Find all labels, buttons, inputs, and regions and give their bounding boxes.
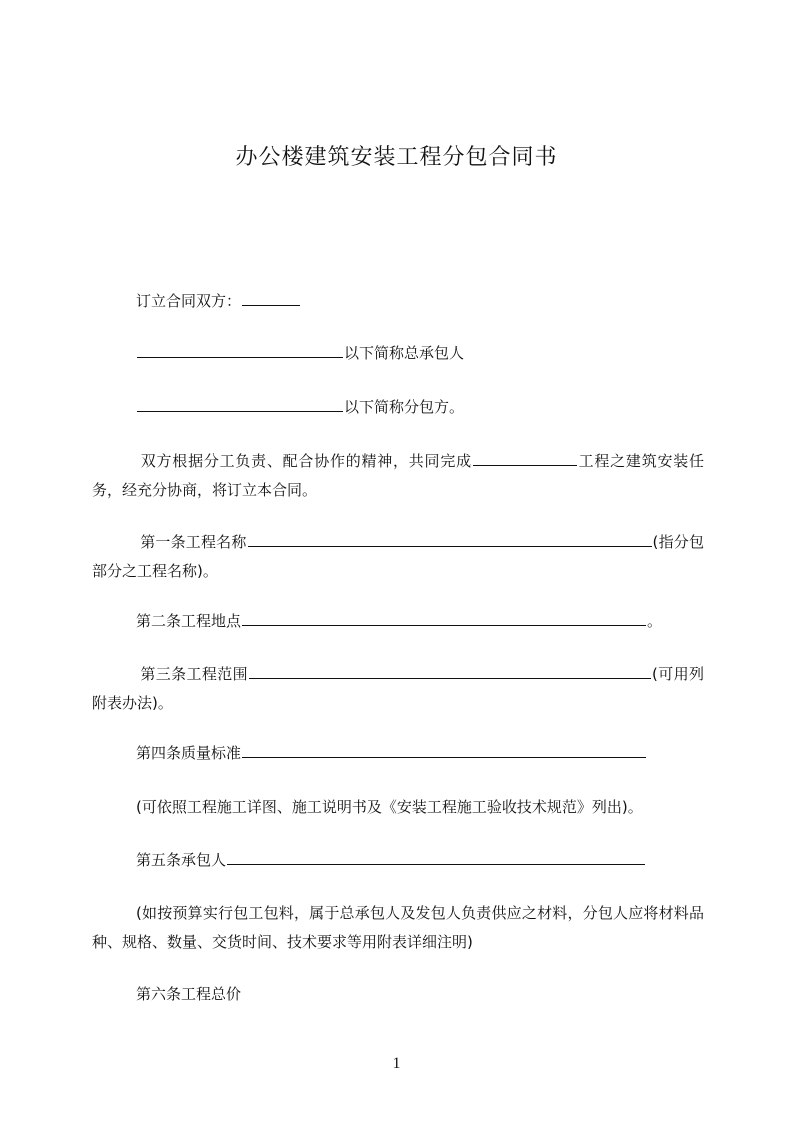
article-4-note-line [92, 793, 704, 822]
general-contractor-blank[interactable] [137, 343, 343, 358]
article-6-label: 第六条工程总价 [136, 985, 242, 1003]
parties-label: 订立合同双方： [136, 292, 242, 310]
article-3-label: 第三条工程范围 [140, 665, 249, 683]
parties-line [92, 287, 704, 316]
project-name-blank[interactable] [473, 451, 577, 466]
article-5-note-paragraph [92, 899, 704, 957]
subcontractor-blank[interactable] [137, 397, 343, 412]
article-5-blank[interactable] [227, 850, 645, 865]
article-2-blank[interactable] [242, 611, 646, 626]
article-1 [92, 528, 704, 586]
article-3-blank[interactable] [249, 664, 651, 679]
article-1-note: (指分包部分之工程名称)。 [92, 533, 704, 580]
article-2-end: 。 [647, 612, 663, 630]
article-2-label: 第二条工程地点 [136, 612, 242, 630]
subcontractor-line [92, 393, 704, 422]
page-number: 1 [392, 1055, 401, 1072]
article-2 [92, 607, 704, 636]
article-5-label: 第五条承包人 [136, 851, 227, 869]
document-title: 办公楼建筑安装工程分包合同书 [235, 145, 558, 170]
article-5 [92, 846, 704, 875]
general-contractor-line [92, 339, 704, 368]
general-contractor-suffix: 以下简称总承包人 [344, 344, 465, 362]
intro-text-part2: 工程之建筑安装任务，经充分协商，将订立本合同。 [92, 452, 704, 499]
article-4 [92, 739, 704, 768]
article-1-blank[interactable] [248, 532, 652, 547]
intro-text-part1: 双方根据分工负责、配合协作的精神，共同完成 [140, 452, 472, 470]
subcontractor-suffix: 以下简称分包方。 [344, 398, 465, 416]
article-6 [92, 980, 704, 1009]
article-3 [92, 660, 704, 718]
article-4-note: (可依照工程施工详图、施工说明书及《安装工程施工验收技术规范》列出)。 [136, 798, 643, 816]
article-5-note: (如按预算实行包工包料，属于总承包人及发包人负责供应之材料，分包人应将材料品种、规格、数量、交货时间、技术要求等用附表详细注明) [92, 904, 704, 951]
article-3-note: (可用列附表办法)。 [92, 665, 704, 712]
article-1-label: 第一条工程名称 [140, 533, 247, 551]
article-4-blank[interactable] [242, 743, 646, 758]
intro-paragraph [92, 447, 704, 505]
parties-blank[interactable] [242, 291, 300, 306]
article-4-label: 第四条质量标准 [136, 744, 242, 762]
